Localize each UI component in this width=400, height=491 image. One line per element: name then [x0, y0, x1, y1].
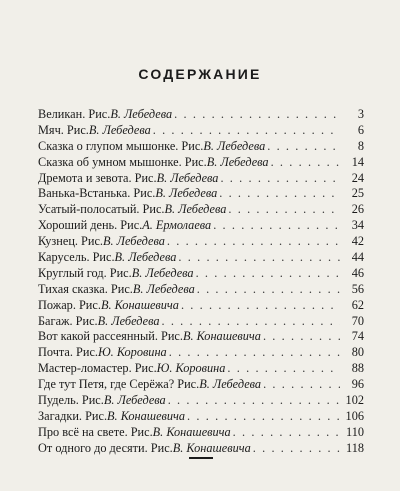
- entry-title: Усатый-полосатый. Рис.: [38, 202, 165, 217]
- entry-title: Пожар. Рис.: [38, 297, 101, 312]
- entry-page-number: 118: [346, 440, 364, 455]
- entry-artist: В. Лебедева: [203, 138, 266, 153]
- entry-page-number: 25: [351, 186, 364, 201]
- dot-leader: [213, 218, 340, 234]
- entry-artist: В. Лебедева: [97, 313, 160, 328]
- dot-leader: [227, 361, 340, 377]
- entry-artist: В. Лебедева: [103, 234, 165, 249]
- toc-entry: [38, 234, 364, 250]
- entry-title: Мастер-ломастер. Рис.: [38, 361, 157, 376]
- dot-leader: [169, 345, 340, 361]
- dot-leader: [167, 234, 340, 250]
- entry-page-number: 3: [357, 107, 364, 121]
- entry-page-number: 110: [346, 424, 364, 439]
- entry-title: Про всё на свете. Рис.: [38, 424, 153, 439]
- entry-artist: В. Лебедева: [199, 377, 262, 392]
- dot-leader: [263, 329, 340, 345]
- entry-page-number: 74: [351, 329, 364, 344]
- entry-page-number: 62: [351, 297, 364, 312]
- toc-entry: [38, 139, 364, 155]
- entry-artist: А. Ермолаева: [142, 218, 212, 233]
- entry-artist: В. Конашевича: [107, 408, 186, 423]
- toc-entry: [38, 409, 364, 425]
- toc-entry: [38, 441, 364, 457]
- dot-leader: [253, 441, 340, 457]
- divider: [189, 457, 213, 459]
- entry-artist: В. Лебедева: [88, 122, 151, 137]
- toc-entry: [38, 298, 364, 314]
- toc-entry: [38, 107, 364, 123]
- toc-entry: [38, 345, 364, 361]
- dot-leader: [228, 202, 340, 218]
- dot-leader: [174, 107, 340, 123]
- entry-title: Тихая сказка. Рис.: [38, 281, 133, 296]
- entry-artist: В. Конашевича: [172, 440, 251, 455]
- toc-entry: [38, 186, 364, 202]
- entry-title: От одного до десяти. Рис.: [38, 440, 173, 455]
- dot-leader: [178, 250, 340, 266]
- entry-title: Загадки. Рис.: [38, 408, 108, 423]
- entry-page-number: 96: [351, 377, 364, 392]
- entry-title: Где тут Петя, где Серёжа? Рис.: [38, 377, 200, 392]
- entry-page-number: 8: [357, 138, 364, 153]
- entry-title: Круглый год. Рис.: [38, 265, 132, 280]
- entry-title: Хороший день. Рис.: [38, 218, 143, 233]
- entry-page-number: 34: [351, 218, 364, 233]
- dot-leader: [233, 425, 340, 441]
- entry-title: Карусель. Рис.: [38, 250, 115, 265]
- entry-title: Сказка об умном мышонке. Рис.: [38, 154, 207, 169]
- entry-title: Ванька-Встанька. Рис.: [38, 186, 156, 201]
- entry-page-number: 6: [357, 122, 364, 137]
- dot-leader: [271, 155, 340, 171]
- entry-artist: В. Конашевича: [100, 297, 179, 312]
- entry-page-number: 80: [351, 345, 364, 360]
- toc-entry: [38, 329, 364, 345]
- toc-entry: [38, 314, 364, 330]
- entry-title: Великан. Рис.: [38, 107, 111, 121]
- entry-page-number: 46: [351, 265, 364, 280]
- dot-leader: [168, 393, 340, 409]
- entry-artist: В. Лебедева: [103, 393, 166, 408]
- entry-title: Мяч. Рис.: [38, 122, 89, 137]
- dot-leader: [197, 282, 340, 298]
- toc-entry: [38, 393, 364, 409]
- toc-entry: [38, 202, 364, 218]
- entry-page-number: 42: [351, 234, 364, 249]
- entry-title: Сказка о глупом мышонке. Рис.: [38, 138, 204, 153]
- entry-artist: В. Лебедева: [156, 170, 219, 185]
- entry-artist: Ю. Коровина: [97, 345, 167, 360]
- entry-page-number: 24: [351, 170, 364, 185]
- dot-leader: [219, 186, 340, 202]
- entry-artist: В. Лебедева: [206, 154, 269, 169]
- entry-title: Почта. Рис.: [38, 345, 98, 360]
- toc-entry: [38, 377, 364, 393]
- dot-leader: [196, 266, 340, 282]
- entry-artist: В. Лебедева: [110, 107, 173, 121]
- entry-title: Вот какой рассеянный. Рис.: [38, 329, 183, 344]
- entry-artist: В. Лебедева: [131, 265, 194, 280]
- entry-artist: В. Лебедева: [132, 281, 195, 296]
- dot-leader: [187, 409, 340, 425]
- entry-page-number: 14: [351, 154, 364, 169]
- dot-leader: [161, 314, 340, 330]
- toc-entry: [38, 266, 364, 282]
- entry-artist: В. Конашевича: [182, 329, 261, 344]
- entry-artist: В. Лебедева: [155, 186, 218, 201]
- entry-title: Пудель. Рис.: [38, 393, 104, 408]
- entry-page-number: 102: [345, 393, 364, 408]
- dot-leader: [153, 123, 340, 139]
- dot-leader: [267, 139, 340, 155]
- entry-page-number: 106: [345, 408, 364, 423]
- dot-leader: [263, 377, 340, 393]
- entry-artist: В. Лебедева: [164, 202, 227, 217]
- entry-page-number: 56: [351, 281, 364, 296]
- toc-entry: [38, 155, 364, 171]
- entry-title: Кузнец. Рис.: [38, 234, 104, 249]
- dot-leader: [220, 171, 340, 187]
- toc-entry: [38, 123, 364, 139]
- entry-artist: Ю. Коровина: [156, 361, 226, 376]
- toc-entry: [38, 425, 364, 441]
- toc-entry: [38, 282, 364, 298]
- page-title: СОДЕРЖАНИЕ: [138, 66, 262, 82]
- dot-leader: [181, 298, 340, 314]
- toc-entry: [38, 171, 364, 187]
- entry-page-number: 26: [351, 202, 364, 217]
- entry-artist: В. Лебедева: [114, 250, 177, 265]
- toc-entry: [38, 250, 364, 266]
- entry-page-number: 70: [351, 313, 364, 328]
- entry-page-number: 44: [351, 250, 364, 265]
- entry-artist: В. Конашевича: [152, 424, 231, 439]
- toc-entry: [38, 218, 364, 234]
- table-of-contents: [38, 107, 364, 457]
- entry-title: Дремота и зевота. Рис.: [38, 170, 157, 185]
- entry-title: Багаж. Рис.: [38, 313, 98, 328]
- toc-entry: [38, 361, 364, 377]
- entry-page-number: 88: [351, 361, 364, 376]
